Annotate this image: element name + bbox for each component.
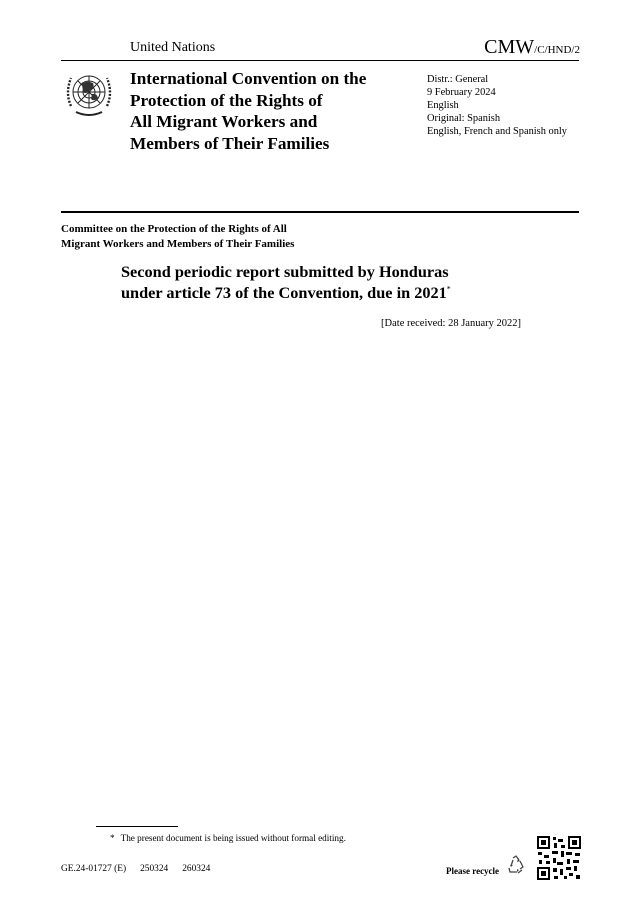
report-title-line-2-text: under article 73 of the Convention, due in 2021: [121, 282, 447, 302]
org-name: United Nations: [130, 40, 216, 55]
doc-date-2: 260324: [182, 864, 211, 874]
footnote-text: The present document is being issued without formal editing.: [120, 833, 346, 843]
footnote-reference: *: [446, 284, 451, 294]
footnote-rule: [96, 826, 178, 827]
section-rule: [61, 211, 579, 213]
issue-date: 9 February 2024: [427, 87, 496, 98]
distr-general: Distr.: General: [427, 74, 489, 85]
date-received: [Date received: 28 January 2022]: [381, 318, 521, 329]
languages-only: English, French and Spanish only: [427, 126, 567, 137]
convention-title-line: Members of Their Families: [130, 133, 330, 153]
footnote: [110, 833, 346, 843]
convention-title-line: All Migrant Workers and: [130, 112, 318, 131]
committee-line: Migrant Workers and Members of Their Families: [61, 238, 295, 250]
footnote-mark: *: [110, 833, 115, 843]
convention-title-line: Protection of the Rights of: [130, 90, 323, 110]
un-emblem-icon: [62, 66, 116, 120]
language: English: [427, 100, 459, 111]
report-title-line-2: [121, 283, 561, 304]
committee-name: [61, 222, 361, 252]
doc-date-1: 250324: [140, 864, 169, 874]
distribution-block: [427, 73, 567, 138]
symbol-suffix: /C/HND/2: [534, 44, 580, 56]
header-rule: [61, 60, 579, 61]
document-code: [61, 864, 224, 874]
convention-title-line: International Convention on the: [130, 69, 367, 88]
recycle-icon: [505, 854, 527, 876]
qr-code-icon: [536, 835, 582, 881]
report-title-line-1: Second periodic report submitted by Honduras: [121, 262, 449, 281]
document-symbol: [484, 36, 580, 59]
convention-title: [130, 68, 400, 154]
symbol-main: CMW: [484, 36, 535, 58]
please-recycle: Please recycle: [446, 866, 500, 876]
doc-number: GE.24-01727 (E): [61, 864, 127, 874]
committee-line: Committee on the Protection of the Rights of All: [61, 223, 287, 235]
report-title: [121, 262, 561, 303]
original-language: Original: Spanish: [427, 113, 501, 124]
